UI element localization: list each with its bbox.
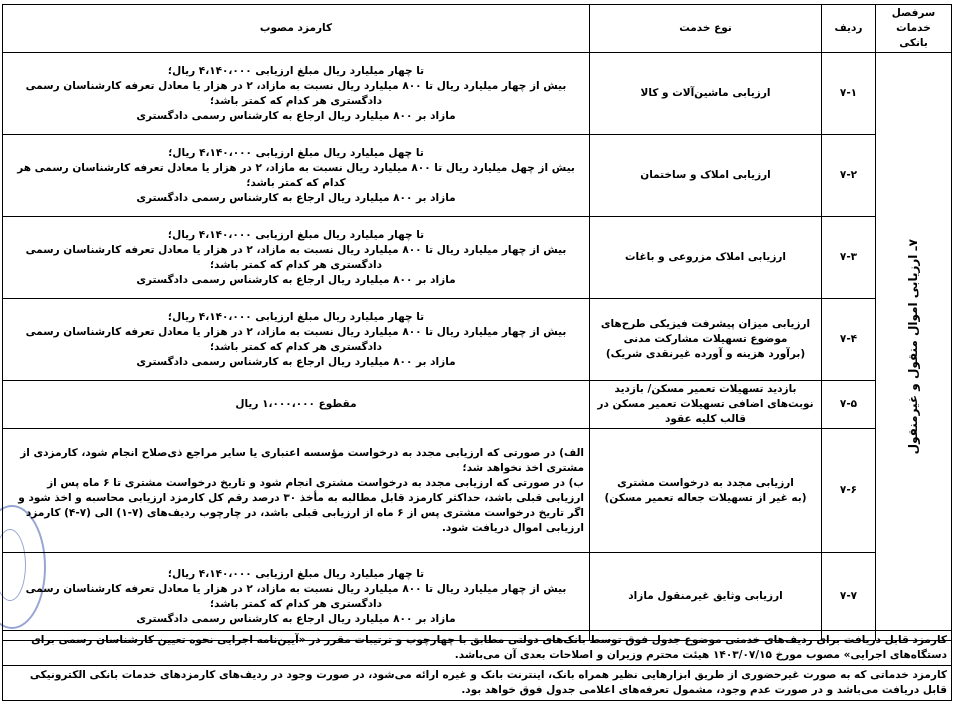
service-cell <box>590 299 822 381</box>
fee-line: الف) در صورتی که ارزیابی مجدد به درخواست مؤسسه اعتباری یا سایر مراجع ذی‌صلاح انجام شود، کارمزدی از مشتری اخذ نخواهد شد؛ <box>20 446 584 474</box>
fee-line: مازاد بر ۸۰۰ میلیارد ریال ارجاع به کارشناس رسمی دادگستری <box>136 355 456 368</box>
fee-cell <box>3 381 590 429</box>
row-number: ۷-۱ <box>822 53 876 135</box>
fee-line: تا چهار میلیارد ریال مبلغ ارزیابی ۴،۱۴۰،۰۰۰ ریال؛ <box>167 64 425 77</box>
fee-line: مازاد بر ۸۰۰ میلیارد ریال ارجاع به کارشناس رسمی دادگستری <box>136 612 456 625</box>
fee-line: مازاد بر ۸۰۰ میلیارد ریال ارجاع به کارشناس رسمی دادگستری <box>136 273 456 286</box>
chapter-label: ۷ـ ارزیابی اموال منقول و غیرمنقول <box>906 238 920 455</box>
table-row <box>3 381 952 429</box>
table-row <box>3 429 952 553</box>
notes-section <box>2 630 952 701</box>
header-service-type: نوع خدمت <box>590 5 822 53</box>
fee-cell <box>3 299 590 381</box>
fee-line: بیش از چهار میلیارد ریال تا ۸۰۰ میلیارد ریال نسبت به مازاد، ۲ در هزار یا معادل تعرفه کارشناسان رسمی دادگستری هر کدام که کمتر باشد؛ <box>25 79 567 107</box>
fee-line: ب) در صورتی که ارزیابی مجدد به درخواست مشتری انجام شود و تاریخ درخواست مشتری تا ۶ ماه پس از ارزیابی قبلی باشد، حداکثر کارمزد قابل مطالبه به مأخذ ۳۰ درصد رقم کل کارمزد ارزیابی محاسبه و اخذ شود و اگر تاریخ درخواست مشتری پس از ۶ ماه از ارزیابی قبلی باشد، در چارچوب ردیف‌های (۷-۱) الی (۷-۴) کارمزد ارزیابی اموال دریافت شود. <box>18 476 584 534</box>
table-header-row <box>3 5 952 53</box>
note-electronic-services: کارمزد خدماتی که به صورت غیرحضوری از طریق ابزارهایی نظیر همراه بانک، اینترنت بانک و غیره ارائه می‌شود، در صورت وجود در ردیف‌های کارمزدهای خدمات بانکی الکترونیکی قابل دریافت می‌باشد و در صورت عدم وجود، مشمول تعرفه‌های اعلامی جدول فوق خواهد بود. <box>2 666 952 701</box>
fee-cell <box>3 429 590 553</box>
row-number: ۷-۳ <box>822 217 876 299</box>
fee-cell <box>3 53 590 135</box>
service-text: بازدید تسهیلات تعمیر مسکن/ بازدید نوبت‌های اضافی تسهیلات تعمیر مسکن در قالب کلیه عقود <box>597 383 814 425</box>
row-number: ۷-۵ <box>822 381 876 429</box>
fee-line: مازاد بر ۸۰۰ میلیارد ریال ارجاع به کارشناس رسمی دادگستری <box>136 109 456 122</box>
table-body <box>3 53 952 641</box>
fee-cell <box>3 553 590 641</box>
header-chapter: سرفصل خدمات بانکی <box>876 5 952 53</box>
row-number: ۷-۶ <box>822 429 876 553</box>
fee-line: بیش از چهل میلیارد ریال تا ۸۰۰ میلیارد ریال نسبت به مازاد، ۲ در هزار یا معادل تعرفه کارشناسان رسمی هر کدام که کمتر باشد؛ <box>17 161 575 189</box>
service-text: ارزیابی املاک و ساختمان <box>640 169 771 181</box>
service-text: ارزیابی میزان پیشرفت فیزیکی طرح‌های موضوع تسهیلات مشارکت مدنی <box>600 318 811 345</box>
fee-table <box>2 4 952 641</box>
row-number: ۷-۷ <box>822 553 876 641</box>
service-cell <box>590 381 822 429</box>
service-text: ارزیابی املاک مزروعی و باغات <box>624 251 787 263</box>
table-row <box>3 135 952 217</box>
fee-line: تا چهل میلیارد ریال مبلغ ارزیابی ۴،۱۴۰،۰۰۰ ریال؛ <box>168 146 424 159</box>
service-cell <box>590 429 822 553</box>
service-text: ارزیابی ماشین‌آلات و کالا <box>640 87 771 99</box>
table-row <box>3 299 952 381</box>
service-text: ارزیابی وثایق غیرمنقول مازاد <box>628 590 783 602</box>
fee-line: تا چهار میلیارد ریال مبلغ ارزیابی ۴،۱۴۰،۰۰۰ ریال؛ <box>167 310 425 323</box>
service-text: (برآورد هزینه و آورده غیرنقدی شریک) <box>605 348 806 360</box>
service-text: ارزیابی مجدد به درخواست مشتری <box>617 476 794 489</box>
header-row-number: ردیف <box>822 5 876 53</box>
service-cell <box>590 217 822 299</box>
chapter-cell <box>876 53 952 641</box>
fee-line: مقطوع ۱،۰۰۰،۰۰۰ ریال <box>235 398 357 410</box>
fee-line: مازاد بر ۸۰۰ میلیارد ریال ارجاع به کارشناس رسمی دادگستری <box>136 191 456 204</box>
service-cell <box>590 553 822 641</box>
service-text: (به غیر از تسهیلات جعاله تعمیر مسکن) <box>604 491 807 504</box>
table-row <box>3 217 952 299</box>
fee-cell <box>3 135 590 217</box>
header-approved-fee: کارمزد مصوب <box>3 5 590 53</box>
table-row <box>3 53 952 135</box>
row-number: ۷-۲ <box>822 135 876 217</box>
fee-line: تا چهار میلیارد ریال مبلغ ارزیابی ۴،۱۴۰،۰۰۰ ریال؛ <box>167 567 425 580</box>
fee-line: تا چهار میلیارد ریال مبلغ ارزیابی ۴،۱۴۰،۰۰۰ ریال؛ <box>167 228 425 241</box>
fee-line: بیش از چهار میلیارد ریال تا ۸۰۰ میلیارد ریال نسبت به مازاد، ۲ در هزار یا معادل تعرفه کارشناسان رسمی دادگستری هر کدام که کمتر باشد؛ <box>25 243 567 271</box>
fee-line: بیش از چهار میلیارد ریال تا ۸۰۰ میلیارد ریال نسبت به مازاد، ۲ در هزار یا معادل تعرفه کارشناسان رسمی دادگستری هر کدام که کمتر باشد؛ <box>25 325 567 353</box>
note-government-banks: کارمزد قابل دریافت برای ردیف‌های خدمتی موضوع جدول فوق توسط بانک‌های دولتی مطابق با چهارچوب و ترتیبات مقرر در «آیین‌نامه اجرایی نحوه تعیین کارشناسان رسمی برای دستگاه‌های اجرایی» مصوب مورخ ۱۴۰۳/۰۷/۱۵ هیئت محترم وزیران و اصلاحات بعدی آن می‌باشد. <box>2 630 952 666</box>
table-row <box>3 553 952 641</box>
fee-line: بیش از چهار میلیارد ریال تا ۸۰۰ میلیارد ریال نسبت به مازاد، ۲ در هزار یا معادل تعرفه کارشناسان رسمی دادگستری هر کدام که کمتر باشد؛ <box>25 582 567 610</box>
row-number: ۷-۴ <box>822 299 876 381</box>
service-cell <box>590 135 822 217</box>
service-cell <box>590 53 822 135</box>
fee-cell <box>3 217 590 299</box>
